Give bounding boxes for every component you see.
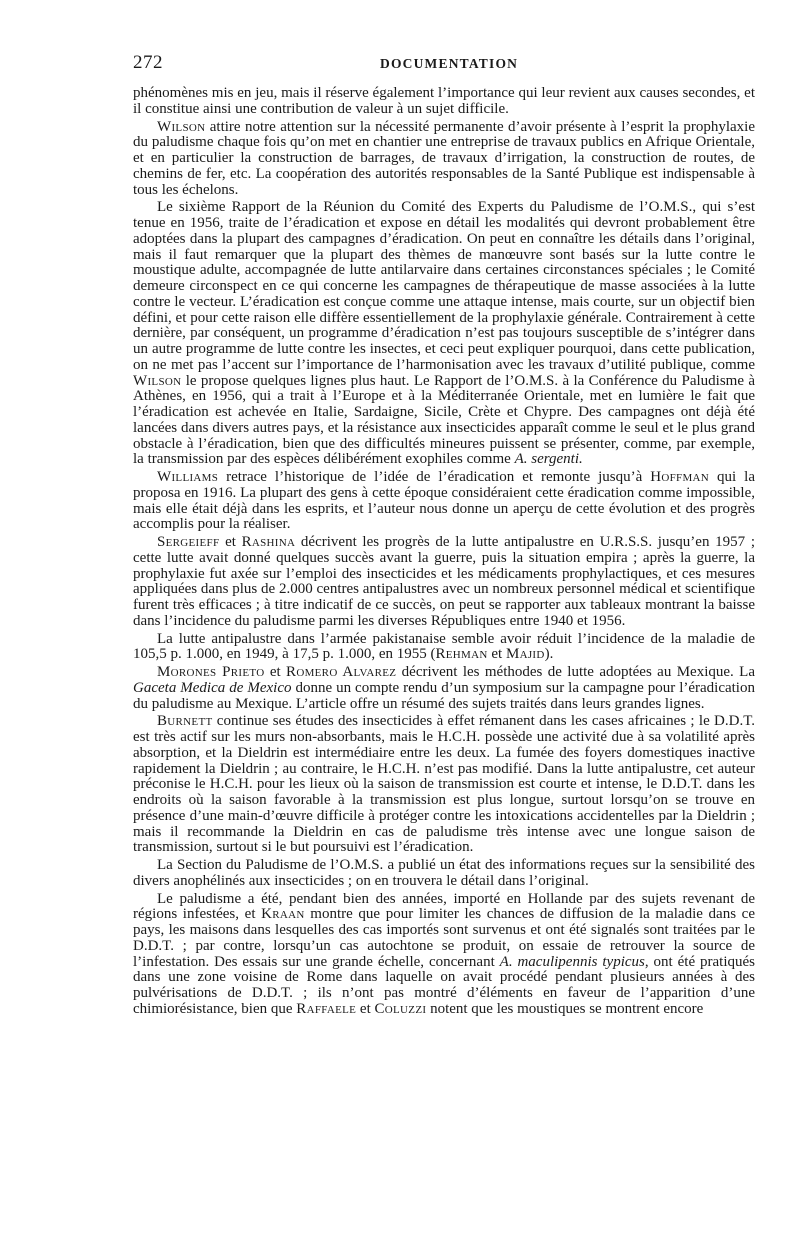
author-name: Rashina [241, 534, 296, 550]
text-run: et [487, 646, 506, 663]
text-run: phénomènes mis en jeu, mais il réserve également l’importance qui leur revient aux causes secondes, et il constitue ainsi une contribution de valeur à un sujet difficile. [133, 85, 755, 117]
author-name: Majid [505, 646, 545, 663]
author-name: Wilson [157, 118, 206, 135]
text-run: décrivent les progrès de la lutte antipalustre en U.R.S.S. jusqu’en 1957 ; cette lutte avait donné quelques succès avant la guerre, puis la situation empira ; après la guerre, la prophylaxie fut axée sur l’emploi des insecticides et les médicaments prophylactiques, et ces mesures appliquées dans plus de 2.000 centres antipalustres avec un nombreux personnel médical et scientifique furent très efficaces ; à titre indicatif de ce succès, on peut se rapporter aux tableaux montrant la baisse dans l’incidence du paludisme parmi les diverses Républiques entre 1940 et 1956. [133, 534, 755, 629]
text-run: montre que pour limiter les chances de diffusion de la maladie dans ce pays, les maisons dans lesquelles des cas importés sont survenus et ont été signalés sont traitées par le D.D.T. ; par contre, lorsqu’un cas autochtone se produit, on essaie de retrouver la source de l’infestation. Des essais sur une grande échelle, concernant [133, 906, 755, 970]
text-run: attire notre attention sur la nécessité permanente d’avoir présente à l’esprit la prophylaxie du paludisme chaque fois qu’on met en chantier une entreprise de travaux publics en Afrique Orientale, et en particulier la construction de barrages, de travaux d’irrigation, la construction de routes, de chemins de fer, etc. La coopération des autorités responsables de la Santé Publique est indispensable à tous les échelons. [133, 118, 755, 198]
text-run: le propose quelques lignes plus haut. Le Rapport de l’O.M.S. à la Conférence du Paludisme à Athènes, en 1956, qui a trait à l’Europe et à la Méditerranée Orientale, met en lumière le fait que l’éradication est achevée en Italie, Sardaigne, Sicile, Crète et Chypre. Des campagnes ont déjà été lancées dans divers autres pays, et la résistance aux insecticides apparaît comme le seul et le plus grand obstacle à l’éradication, bien que des difficultés mineures puissent se présenter, comme, par exemple, la transmission par des espèces délibérément exophiles comme [133, 372, 755, 468]
author-name: Coluzzi [374, 1000, 427, 1017]
text-run: et [219, 534, 242, 550]
text-run: décrivent les méthodes de lutte adoptées au Mexique. La [396, 664, 755, 680]
italic-term: Gaceta Medica de Mexico [133, 679, 292, 696]
paragraph [133, 714, 755, 856]
running-title: DOCUMENTATION [380, 56, 519, 71]
text-run: Le sixième Rapport de la Réunion du Comité des Experts du Paludisme de l’O.M.S., qui s’est tenue en 1956, traite de l’éradication et expose en détail les modalités qui devront probablement être adoptées dans la plupart des campagnes d’éradication. On peut en connaître les détails dans l’original, mais il faut remarquer que la plupart des thèmes de manœuvre sont basés sur la lutte contre le moustique adulte, accompagnée de lutte antilarvaire dans certaines circonstances spéciales ; le Comité demeure circonspect en ce qui concerne les campagnes de thérapeutique de masse associées à la lutte contre le vecteur. L’éradication est conçue comme une attaque intense, mais courte, sur un objectif bien défini, et pour cette raison elle diffère essentiellement de la prophylaxie générale. Contrairement à cette dernière, par conséquent, un programme d’éradication n’est pas toujours susceptible de s’intégrer dans un autre programme de lutte contre les insectes, et ceci peut expliquer pourquoi, dans cette publication, on ne met pas l’accent sur l’importance de l’harmonisation avec les travaux d’utilité publique, comme [133, 199, 755, 373]
paragraph [133, 632, 755, 664]
text-run: retrace l’historique de l’idée de l’éradication et remonte jusqu’à [218, 469, 651, 485]
text-run: qui la proposa en 1916. La plupart des gens à cette époque considéraient cette éradication comme impossible, mais elle était déjà dans les esprits, et l’auteur nous donne un aperçu de cette évolution et des progrès accomplis pour la réaliser. [133, 469, 755, 533]
paragraph [133, 665, 755, 712]
text-run: La Section du Paludisme de l’O.M.S. a publié un état des informations reçues sur la sensibilité des divers anophélinés aux insecticides ; on en trouvera le détail dans l’original. [133, 857, 755, 889]
text-run: donne un compte rendu d’un symposium sur la campagne pour l’éradication du paludisme au Mexique. L’article offre un résumé des sujets traités dans leurs grandes lignes. [133, 679, 755, 712]
paragraph [133, 120, 755, 199]
author-name: Williams [157, 469, 219, 485]
paragraph [133, 470, 755, 533]
text-run: , ont été pratiqués dans une zone voisine de Rome dans laquelle on avait procédé pendant plusieurs années à des pulvérisations de D.D.T. ; ils n’ont pas montré d’éléments en faveur de l’apparition d’une chimiorésistance, bien que [133, 953, 755, 1017]
page-number: 272 [133, 52, 163, 73]
italic-term: A. maculipennis typicus [499, 953, 645, 970]
author-name: Raffaele [296, 1000, 357, 1017]
text-run: ). [544, 646, 554, 663]
paragraph [133, 858, 755, 890]
page-header [133, 52, 755, 76]
author-name: Hoffman [650, 469, 710, 485]
text-run: continue ses études des insecticides à effet rémanent dans les cases africaines ; le D.D.T. est très actif sur les murs non-absorbants, mais le H.C.H. possède une activité due à sa volatilité après absorption, et la Dieldrin est intermédiaire entre les deux. La fumée des foyers domestiques inactive rapidement la Dieldrin ; au contraire, le H.C.H. n’est pas modifié. Dans la lutte antipalustre, cet auteur préconise le H.C.H. pour les lieux où la saison de transmission est courte et intense, le D.D.T. dans les endroits où la saison favorable à la transmission est plus longue, surtout lorsqu’on se trouve en présence d’une main-d’œuvre difficile à protéger contre les intoxications accidentelles par la Dieldrin ; mais il recommande la Dieldrin en cas de paludisme très intense avec une longue saison de transmission, surtout si le but poursuivi est l’éradication. [133, 713, 755, 856]
paragraph [133, 200, 755, 468]
paragraph [133, 86, 755, 118]
author-name: Burnett [157, 713, 213, 730]
text-run: La lutte antipalustre dans l’armée pakistanaise semble avoir réduit l’incidence de la maladie de 105,5 p. 1.000, en 1949, à 17,5 p. 1.000, en 1955 ( [133, 630, 755, 663]
author-name: Rehman [435, 646, 488, 663]
author-name: Wilson [133, 372, 182, 389]
text-run: Le paludisme a été, pendant bien des années, importé en Hollande par des sujets revenant de régions infestées, et [133, 890, 755, 923]
text-run: et [264, 664, 287, 680]
author-name: Sergeieff [157, 534, 220, 550]
text-run: notent que les moustiques se montrent encore [426, 1000, 704, 1017]
body-text [133, 86, 755, 1020]
paragraph [133, 892, 755, 1018]
text-run: et [356, 1000, 375, 1017]
author-name: Romero Alvarez [286, 664, 397, 680]
paragraph [133, 535, 755, 630]
author-name: Morones Prieto [157, 664, 265, 680]
italic-term: A. sergenti. [514, 451, 583, 468]
author-name: Kraan [261, 906, 305, 923]
